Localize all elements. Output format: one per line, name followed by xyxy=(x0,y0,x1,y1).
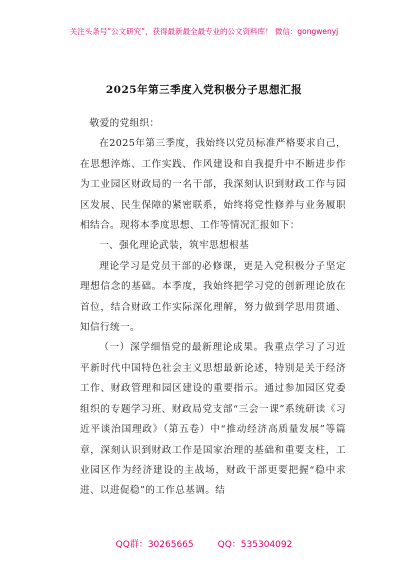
document-body xyxy=(80,114,346,502)
footer-qq-group: QQ群：30265665 xyxy=(115,540,194,550)
footer-contacts xyxy=(0,537,408,550)
section-heading: 一、强化理论武装，筑牢思想根基 xyxy=(99,240,250,252)
document-title: 2025年第三季度入党积极分子思想汇报 xyxy=(105,84,303,96)
paragraph-study: （一）深学细悟党的最新理论成果。我重点学习了习近平新时代中国特色社会主义思想最新论述，特别是关于经济工作、财政管理和园区建设的重要指示。通过参加园区党委组织的专题学习班、财政局党支部“三会一课”系统研读《习近平谈治国理政》（第五卷）中“推动经济高质量发展”等篇章，深刻认识到财政工作是国家治理的基础和重要支柱，工业园区作为经济建设的主战场，财政干部更要把握“稳中求进、以进促稳”的工作总基调。结 xyxy=(80,342,346,497)
salutation: 敬爱的党组织： xyxy=(89,118,160,129)
paragraph-theory: 理论学习是党员干部的必修课，更是入党积极分子坚定理想信念的基础。本季度，我始终把学习党的创新理论放在首位，结合财政工作实际深化理解，努力做到学思用贯通、知信行统一。 xyxy=(80,260,346,334)
footer-qq: QQ：535304092 xyxy=(217,540,293,550)
promo-banner: 关注头条号“公文研究”，获得最新最全最专业的公文资料库！ 微信：gongwenyj xyxy=(69,27,339,36)
paragraph-intro: 在2025年第三季度，我始终以党员标准严格要求自己，在思想淬炼、工作实践、作风建设和自我提升中不断进步作为工业园区财政局的一名干部，我深刻认识到财政工作与园区发展、民生保障的紧密联系，始终将党性修养与业务履职相结合。现将本季度思想、工作等情况汇报如下： xyxy=(80,138,346,232)
